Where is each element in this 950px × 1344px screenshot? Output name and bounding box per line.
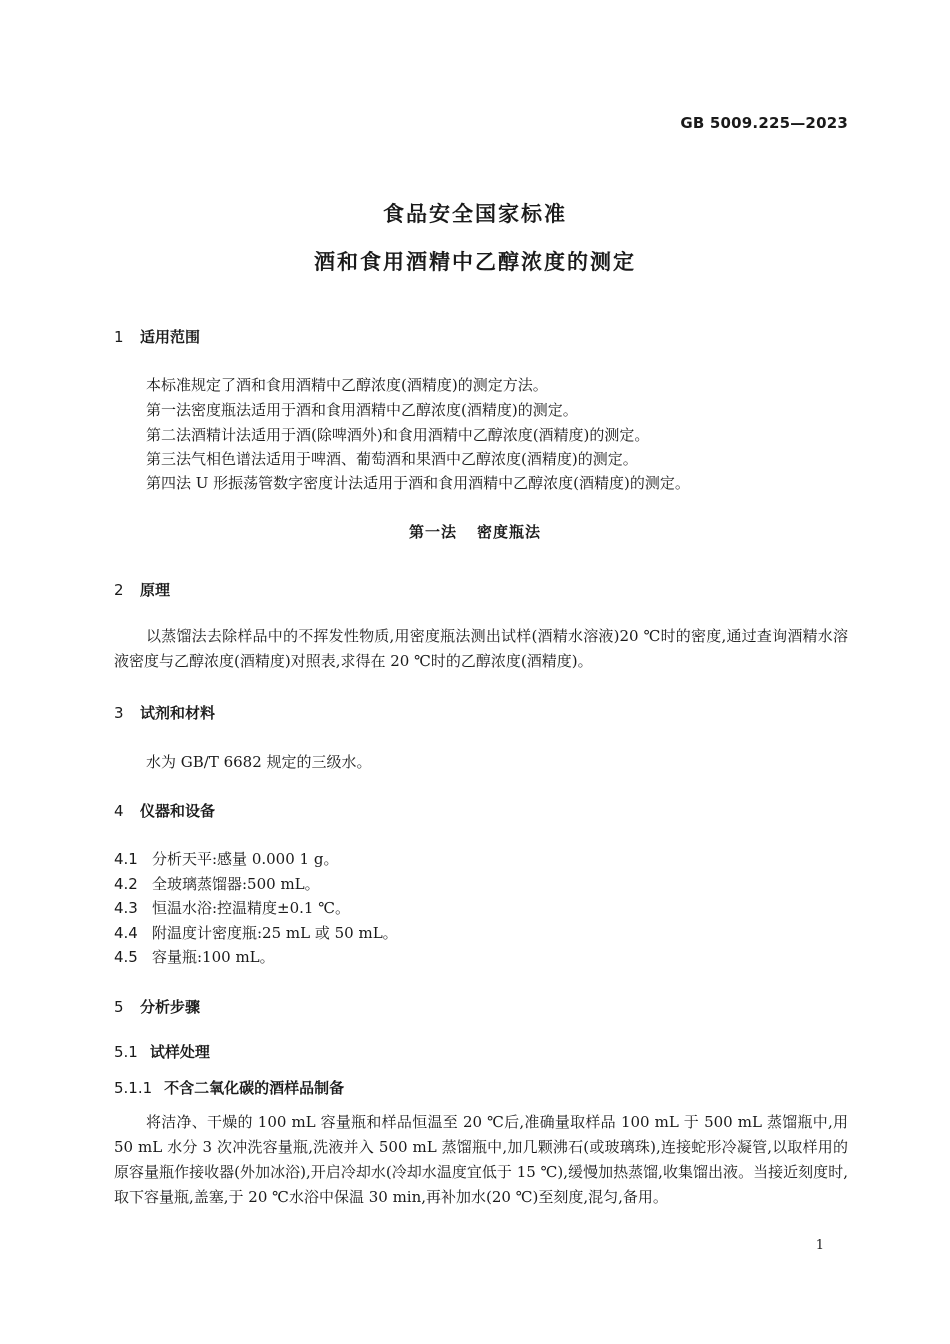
item-number: 4.1 xyxy=(114,850,138,868)
reagents-paragraph: 水为 GB/T 6682 规定的三级水。 xyxy=(146,753,372,771)
scope-paragraph: 第一法密度瓶法适用于酒和食用酒精中乙醇浓度(酒精度)的测定。 xyxy=(146,401,578,419)
section-1-heading xyxy=(114,326,200,347)
subsection-title: 试样处理 xyxy=(149,1043,210,1061)
equipment-item xyxy=(114,946,275,967)
item-number: 4.5 xyxy=(114,948,138,966)
section-title: 原理 xyxy=(140,581,171,599)
page-subtitle: 酒和食用酒精中乙醇浓度的测定 xyxy=(314,250,636,274)
section-5-heading xyxy=(114,996,200,1017)
section-number: 3 xyxy=(114,704,124,722)
page-title: 食品安全国家标准 xyxy=(383,202,567,226)
method-label: 第一法 xyxy=(408,523,457,541)
subsection-title: 不含二氧化碳的酒样品制备 xyxy=(164,1079,345,1097)
item-text: 附温度计密度瓶:25 mL 或 50 mL。 xyxy=(152,924,398,942)
item-text: 全玻璃蒸馏器:500 mL。 xyxy=(152,875,320,893)
subsection-number: 5.1 xyxy=(114,1043,138,1061)
equipment-item xyxy=(114,873,320,894)
equipment-item xyxy=(114,848,338,869)
section-title: 分析步骤 xyxy=(140,998,201,1016)
section-title: 试剂和材料 xyxy=(140,704,216,722)
section-2-heading xyxy=(114,579,170,600)
page-number: 1 xyxy=(815,1238,824,1253)
section-number: 5 xyxy=(114,998,124,1016)
item-text: 分析天平:感量 0.000 1 g。 xyxy=(152,850,339,868)
subsection-5-1-1-heading xyxy=(114,1077,344,1098)
section-title: 适用范围 xyxy=(140,328,201,346)
subsection-number: 5.1.1 xyxy=(114,1079,153,1097)
equipment-item xyxy=(114,897,350,918)
scope-paragraph: 本标准规定了酒和食用酒精中乙醇浓度(酒精度)的测定方法。 xyxy=(146,376,548,394)
item-number: 4.2 xyxy=(114,875,138,893)
section-number: 2 xyxy=(114,581,124,599)
item-number: 4.4 xyxy=(114,924,138,942)
method-name: 密度瓶法 xyxy=(477,523,542,541)
section-number: 1 xyxy=(114,328,124,346)
scope-paragraph: 第二法酒精计法适用于酒(除啤酒外)和食用酒精中乙醇浓度(酒精度)的测定。 xyxy=(146,426,650,444)
scope-paragraph: 第三法气相色谱法适用于啤酒、葡萄酒和果酒中乙醇浓度(酒精度)的测定。 xyxy=(146,450,638,468)
section-4-heading xyxy=(114,800,215,821)
item-number: 4.3 xyxy=(114,899,138,917)
section-3-heading xyxy=(114,702,215,723)
scope-paragraph: 第四法 U 形振荡管数字密度计法适用于酒和食用酒精中乙醇浓度(酒精度)的测定。 xyxy=(146,474,690,492)
method-heading xyxy=(0,521,950,542)
item-text: 容量瓶:100 mL。 xyxy=(152,948,275,966)
principle-paragraph: 以蒸馏法去除样品中的不挥发性物质,用密度瓶法测出试样(酒精水溶液)20 ℃时的密度,通过查询酒精水溶液密度与乙醇浓度(酒精度)对照表,求得在 20 ℃时的乙醇浓度(酒精度)。 xyxy=(114,627,848,670)
item-text: 恒温水浴:控温精度±0.1 ℃。 xyxy=(152,899,351,917)
subsection-5-1-heading xyxy=(114,1041,210,1062)
section-number: 4 xyxy=(114,802,124,820)
equipment-item xyxy=(114,922,398,943)
section-title: 仪器和设备 xyxy=(140,802,216,820)
sample-prep-paragraph: 将洁净、干燥的 100 mL 容量瓶和样品恒温至 20 ℃后,准确量取样品 100 mL 于 500 mL 蒸馏瓶中,用 50 mL 水分 3 次冲洗容量瓶,洗液并入 500 mL 蒸馏瓶中,加几颗沸石(或玻璃珠),连接蛇形冷凝管,以取样用的原容量瓶作接收器(外加冰浴),开启冷却水(冷却水温度宜低于 15 ℃),缓慢加热蒸馏,收集馏出液。当接近刻度时,取下容量瓶,盖塞,于 20 ℃水浴中保温 30 min,再补加水(20 ℃)至刻度,混匀,备用。 xyxy=(114,1113,848,1206)
document-number: GB 5009.225—2023 xyxy=(680,114,848,132)
